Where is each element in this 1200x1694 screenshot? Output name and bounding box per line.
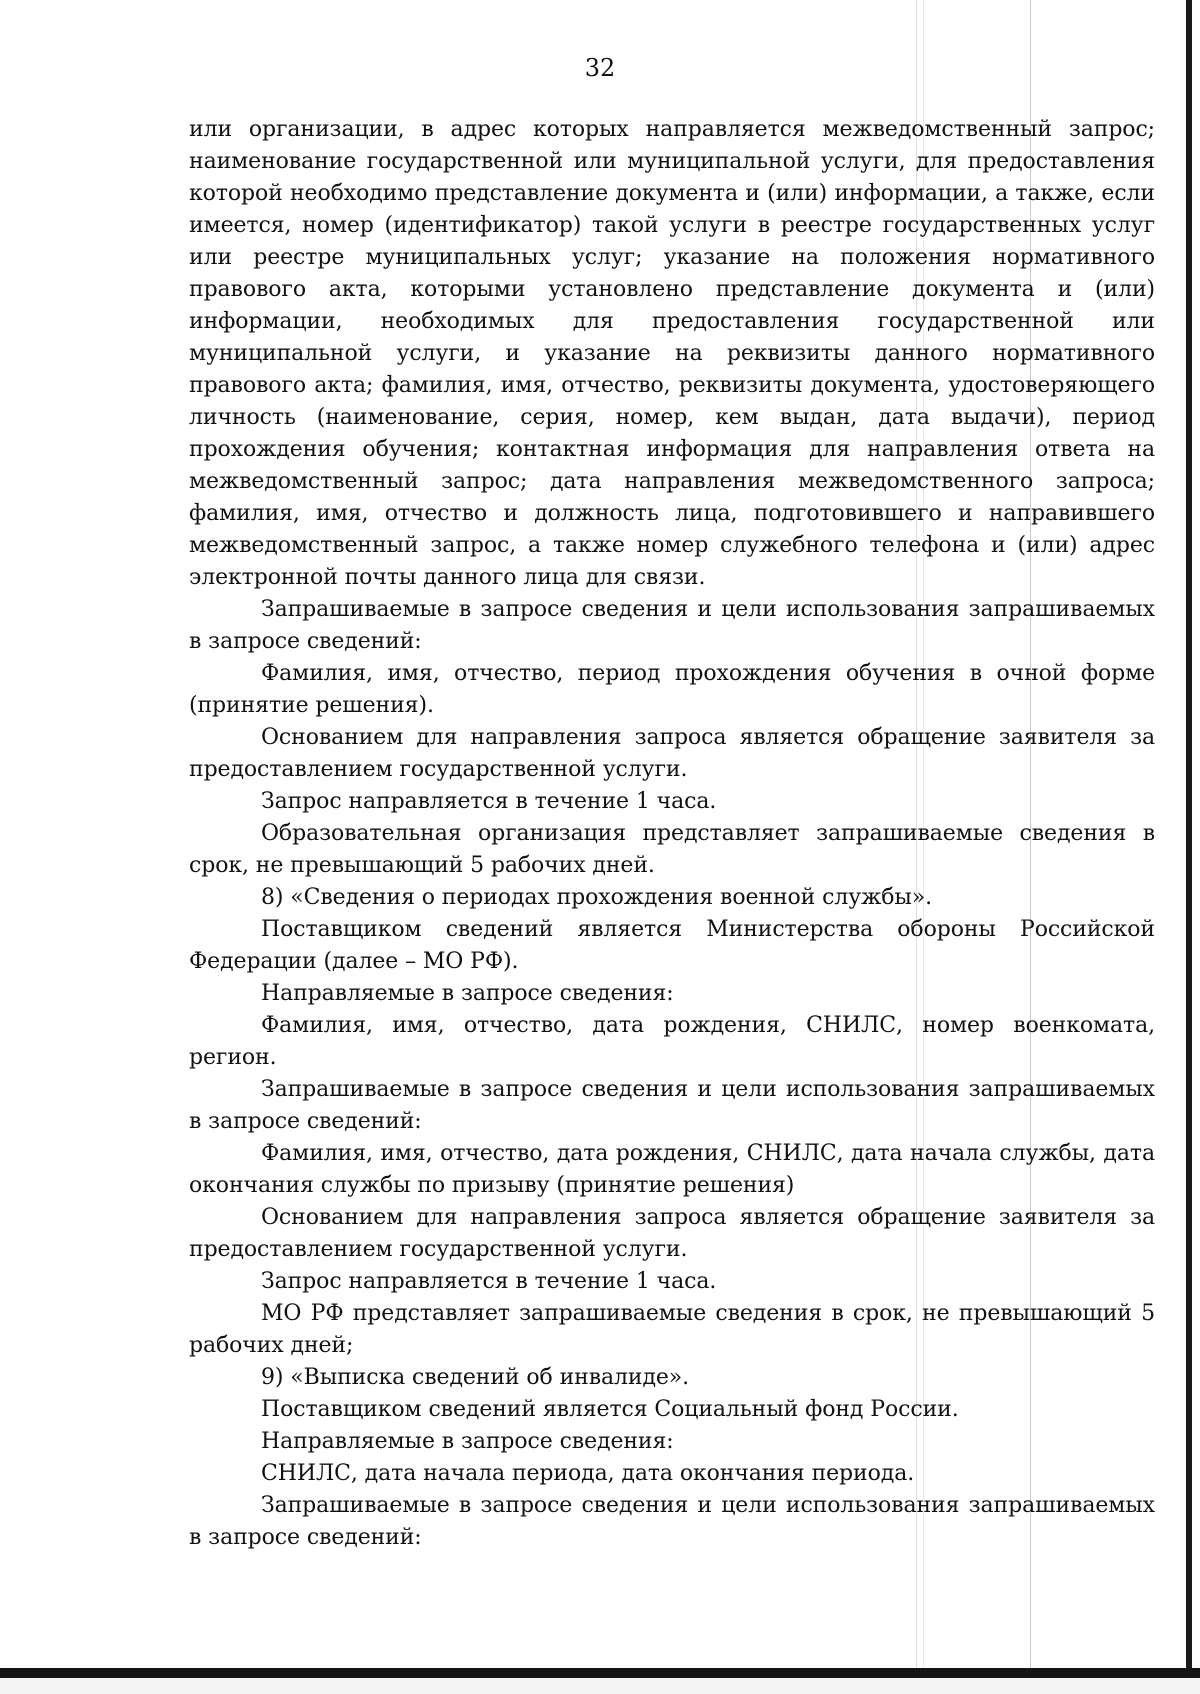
page-number: 32: [584, 54, 616, 82]
paragraph: Поставщиком сведений является Социальный фонд России.: [261, 1397, 959, 1422]
paragraph: Фамилия, имя, отчество, дата рождения, СНИЛС, дата начала службы, дата окончания службы по призыву (принятие решения): [189, 1141, 1155, 1198]
paragraph: Запрос направляется в течение 1 часа.: [261, 789, 717, 814]
paragraph: МО РФ представляет запрашиваемые сведения в срок, не превышающий 5 рабочих дней;: [189, 1301, 1155, 1358]
paragraph: Запрашиваемые в запросе сведения и цели использования запрашиваемых в запросе сведений:: [189, 1077, 1155, 1134]
paragraph: Запрашиваемые в запросе сведения и цели использования запрашиваемых в запросе сведений:: [189, 597, 1155, 654]
scan-margin-bottom: [0, 1678, 1200, 1694]
paragraph: СНИЛС, дата начала периода, дата окончания периода.: [261, 1461, 915, 1486]
paragraph: Запрос направляется в течение 1 часа.: [261, 1269, 717, 1294]
paragraph: Поставщиком сведений является Министерства обороны Российской Федерации (далее – МО РФ).: [189, 917, 1155, 974]
paragraph: Фамилия, имя, отчество, дата рождения, СНИЛС, номер военкомата, регион.: [189, 1013, 1155, 1070]
paragraph: Основанием для направления запроса является обращение заявителя за предоставлением государственной услуги.: [189, 1205, 1155, 1262]
paragraph: Основанием для направления запроса является обращение заявителя за предоставлением государственной услуги.: [189, 725, 1155, 782]
paragraph: Фамилия, имя, отчество, период прохождения обучения в очной форме (принятие решения).: [189, 661, 1155, 718]
paragraph: Запрашиваемые в запросе сведения и цели использования запрашиваемых в запросе сведений:: [189, 1493, 1155, 1550]
section-heading-8: 8) «Сведения о периодах прохождения военной службы».: [261, 885, 933, 910]
scan-border-right: [1186, 0, 1192, 1678]
paragraph: Направляемые в запросе сведения:: [261, 1429, 674, 1454]
paragraph: или организации, в адрес которых направляется межведомственный запрос; наименование государственной или муниципальной услуги, для предоставления которой необходимо представление документа и (или) информации, а также, если имеется, номер (идентификатор) такой услуги в реестре государственных услуг или реестре муниципальных услуг; указание на положения нормативного правового акта, которыми установлено представление документа и (или) информации, необходимых для предоставления государственной или муниципальной услуги, и указание на реквизиты данного нормативного правового акта; фамилия, имя, отчество, реквизиты документа, удостоверяющего личность (наименование, серия, номер, кем выдан, дата выдачи), период прохождения обучения; контактная информация для направления ответа на межведомственный запрос; дата направления межведомственного запроса; фамилия, имя, отчество и должность лица, подготовившего и направившего межведомственный запрос, а также номер служебного телефона и (или) адрес электронной почты данного лица для связи.: [189, 117, 1155, 590]
paragraph: Направляемые в запросе сведения:: [261, 981, 674, 1006]
scan-border-bottom: [0, 1668, 1200, 1678]
section-heading-9: 9) «Выписка сведений об инвалиде».: [261, 1365, 690, 1390]
paragraph: Образовательная организация представляет запрашиваемые сведения в срок, не превышающий 5 рабочих дней.: [189, 821, 1155, 878]
body-text: [189, 114, 1155, 1554]
